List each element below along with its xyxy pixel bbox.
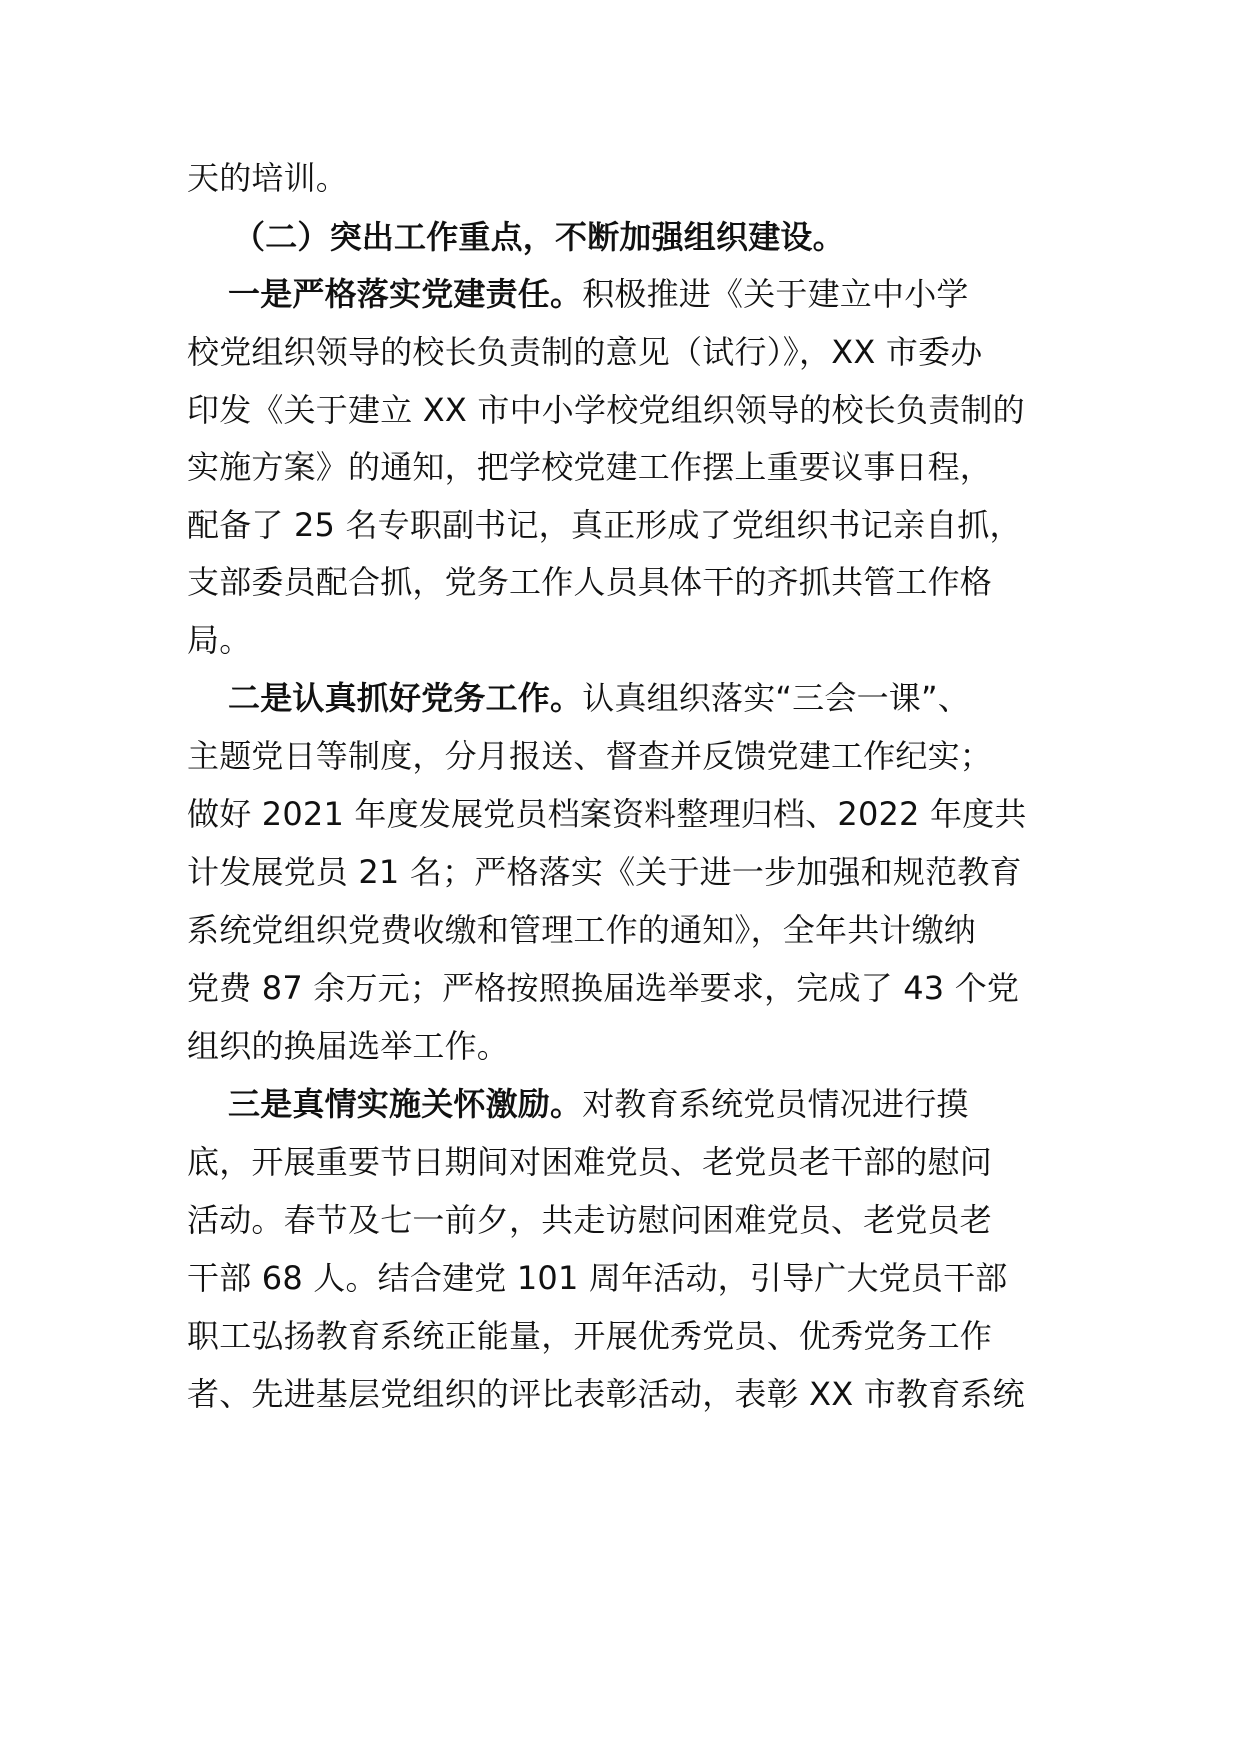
body-line [187,447,1087,487]
body-text: 对教育系统党员情况进行摸 [582,1085,969,1123]
paragraph-first-line [228,678,1128,718]
body-text: 天的培训。 [187,159,349,197]
body-text: 支部委员配合抓，党务工作人员具体干的齐抓共管工作格 [187,563,993,601]
body-text: 职工弘扬教育系统正能量，开展优秀党员、优秀党务工作 [187,1317,993,1355]
body-line [187,910,1087,950]
body-text: 实施方案》的通知，把学校党建工作摆上重要议事日程， [187,448,993,486]
body-text: 干部 68 人。结合建党 101 周年活动，引导广大党员干部 [187,1259,1008,1297]
body-line [187,562,1087,602]
body-text: 活动。春节及七一前夕，共走访慰问困难党员、老党员老 [187,1201,993,1239]
body-text: 做好 2021 年度发展党员档案资料整理归档、2022 年度共 [187,795,1027,833]
body-text: 校党组织领导的校长负责制的意见（试行）》，XX 市委办 [187,333,983,371]
body-line [187,794,1087,834]
body-text: 局。 [187,621,252,659]
body-text: 组织的换届选举工作。 [187,1027,510,1065]
body-line [187,1258,1087,1298]
paragraph-first-line [228,1084,1128,1124]
body-text: 计发展党员 21 名；严格落实《关于进一步加强和规范教育 [187,853,1022,891]
body-text: 认真组织落实“三会一课”、 [582,679,970,717]
paragraph-lead: 三是真情实施关怀激励。 [228,1085,583,1123]
body-line [187,505,1087,545]
body-text: 主题党日等制度，分月报送、督查并反馈党建工作纪实； [187,737,993,775]
body-line [187,1316,1087,1356]
body-line [187,1026,1087,1066]
body-text: 者、先进基层党组织的评比表彰活动，表彰 XX 市教育系统 [187,1375,1025,1413]
body-line [187,736,1087,776]
body-text: 配备了 25 名专职副书记，真正形成了党组织书记亲自抓， [187,506,1022,544]
body-text: 底，开展重要节日期间对困难党员、老党员老干部的慰问 [187,1143,993,1181]
body-line [187,852,1087,892]
heading-text: （二）突出工作重点，不断加强组织建设。 [233,218,845,256]
body-line [187,158,1087,198]
body-line [187,1200,1087,1240]
paragraph-lead: 二是认真抓好党务工作。 [228,679,583,717]
paragraph-first-line [228,274,1128,314]
body-line [187,1374,1087,1414]
body-line [187,968,1087,1008]
paragraph-lead: 一是严格落实党建责任。 [228,275,583,313]
body-text: 积极推进《关于建立中小学 [582,275,969,313]
body-line [187,332,1087,372]
body-line [187,390,1087,430]
body-line [187,1142,1087,1182]
body-line [187,620,1087,660]
section-heading [233,217,1133,257]
body-text: 党费 87 余万元；严格按照换届选举要求，完成了 43 个党 [187,969,1020,1007]
body-text: 系统党组织党费收缴和管理工作的通知》，全年共计缴纳 [187,911,977,949]
body-text: 印发《关于建立 XX 市中小学校党组织领导的校长负责制的 [187,391,1025,429]
